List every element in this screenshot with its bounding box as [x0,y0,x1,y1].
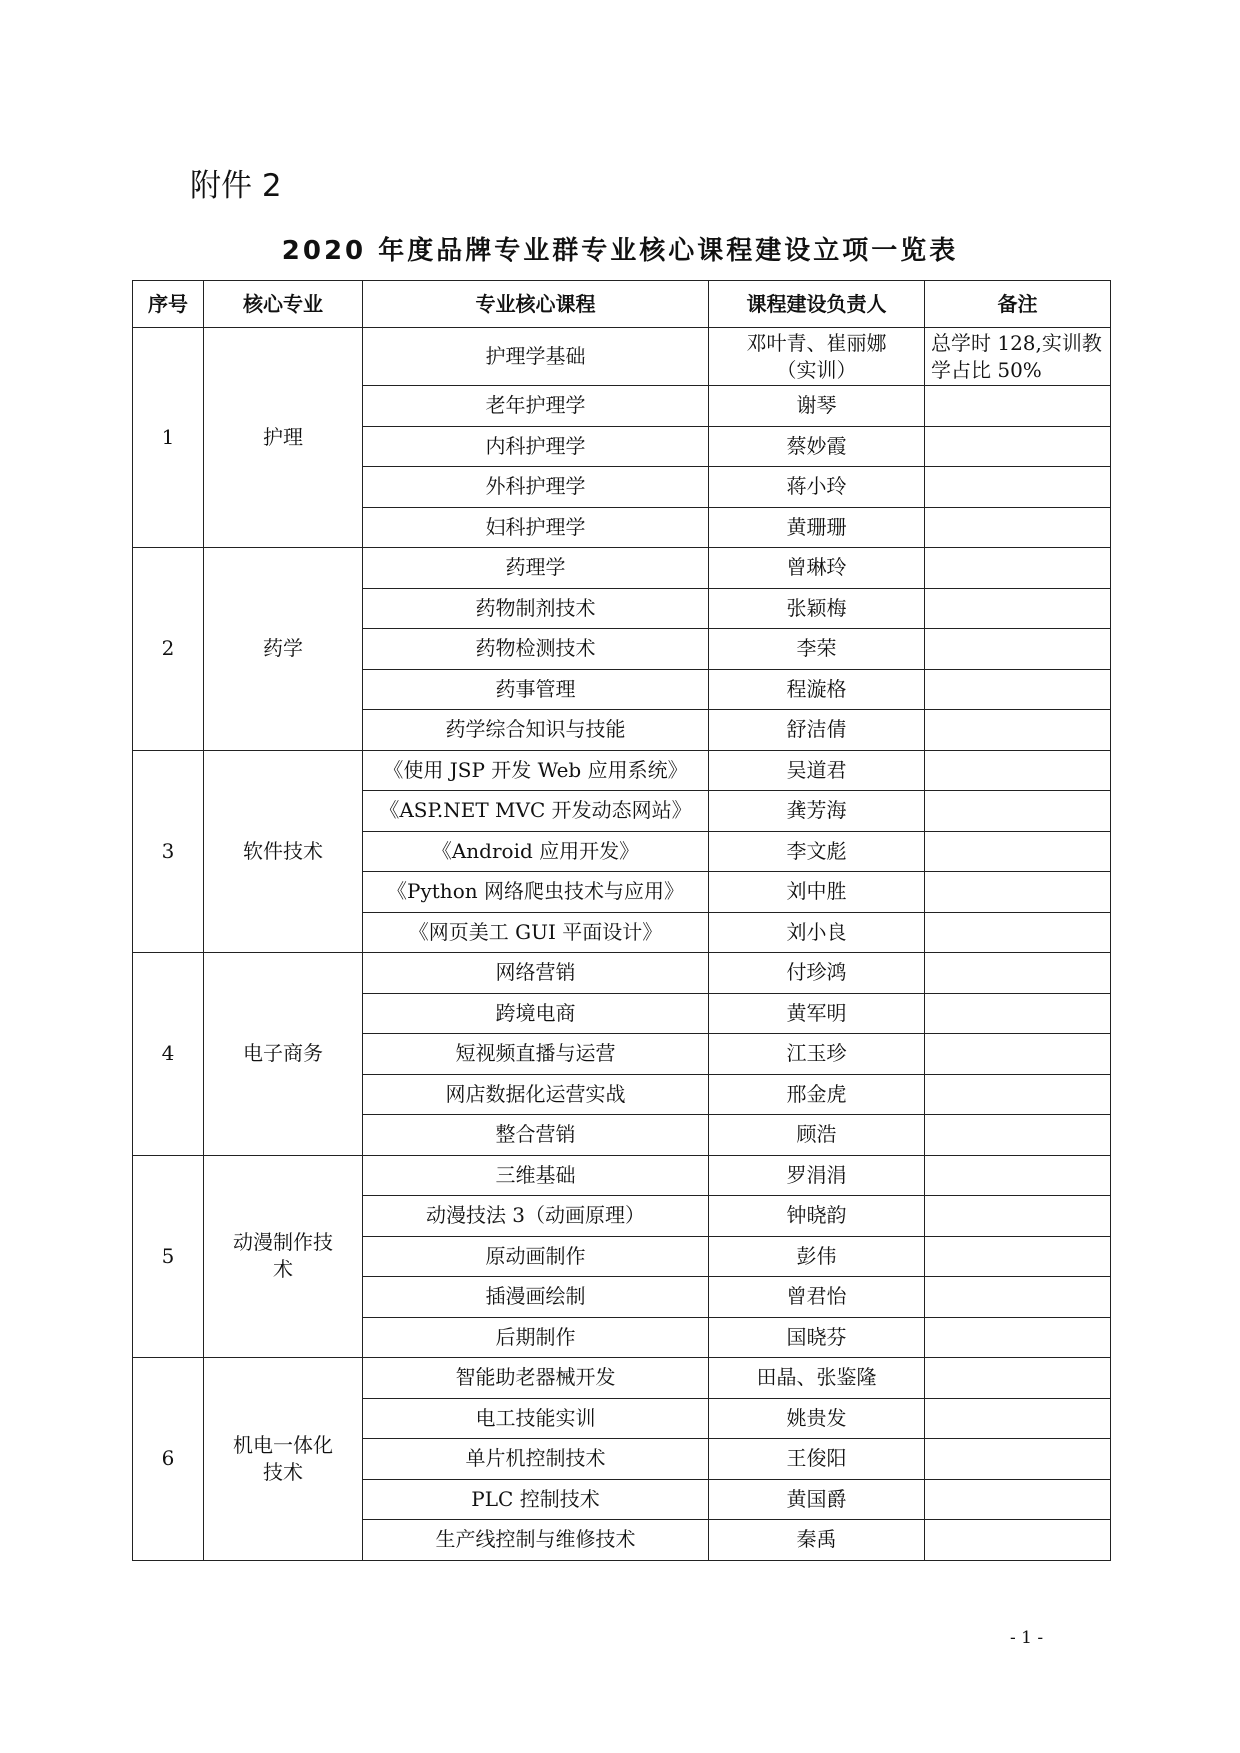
course-cell: 短视频直播与运营 [363,1034,709,1075]
remark-cell [925,1317,1111,1358]
course-cell: 网络营销 [363,953,709,994]
course-cell: 药物检测技术 [363,629,709,670]
course-cell: 《网页美工 GUI 平面设计》 [363,912,709,953]
group-index-cell: 1 [133,328,204,548]
remark-cell [925,1074,1111,1115]
owner-cell: 秦禹 [709,1520,925,1561]
remark-cell [925,669,1111,710]
course-cell: 药理学 [363,548,709,589]
course-cell: 网店数据化运营实战 [363,1074,709,1115]
owner-cell: 李荣 [709,629,925,670]
owner-cell: 黄国爵 [709,1479,925,1520]
course-cell: 单片机控制技术 [363,1439,709,1480]
course-cell: 药学综合知识与技能 [363,710,709,751]
remark-cell [925,1115,1111,1156]
owner-cell: 付珍鸿 [709,953,925,994]
group-major-cell: 机电一体化技术 [204,1358,363,1561]
remark-cell [925,1196,1111,1237]
remark-cell [925,588,1111,629]
owner-cell: 邓叶青、崔丽娜（实训） [709,328,925,386]
table-row [133,750,1111,791]
course-cell: 《Python 网络爬虫技术与应用》 [363,872,709,913]
owner-cell: 曾琳玲 [709,548,925,589]
table-body [133,328,1111,1561]
group-index-cell: 3 [133,750,204,953]
owner-cell: 刘中胜 [709,872,925,913]
remark-cell [925,1155,1111,1196]
table-row [133,548,1111,589]
remark-cell [925,426,1111,467]
owner-cell: 彭伟 [709,1236,925,1277]
owner-cell: 谢琴 [709,386,925,427]
remark-cell: 总学时 128,实训教学占比 50% [925,328,1111,386]
owner-cell: 国晓芬 [709,1317,925,1358]
owner-cell: 江玉珍 [709,1034,925,1075]
owner-cell: 吴道君 [709,750,925,791]
remark-cell [925,1358,1111,1399]
remark-cell [925,386,1111,427]
course-cell: 《Android 应用开发》 [363,831,709,872]
remark-cell [925,710,1111,751]
group-major-cell: 护理 [204,328,363,548]
course-cell: 原动画制作 [363,1236,709,1277]
owner-cell: 黄珊珊 [709,507,925,548]
course-cell: 内科护理学 [363,426,709,467]
group-major-cell: 动漫制作技术 [204,1155,363,1358]
owner-cell: 王俊阳 [709,1439,925,1480]
owner-cell: 顾浩 [709,1115,925,1156]
owner-cell: 舒洁倩 [709,710,925,751]
remark-cell [925,629,1111,670]
table-row [133,953,1111,994]
owner-cell: 田晶、张鉴隆 [709,1358,925,1399]
remark-cell [925,872,1111,913]
page-number: - 1 - [1010,1628,1044,1648]
remark-cell [925,467,1111,508]
group-index-cell: 6 [133,1358,204,1561]
course-cell: 后期制作 [363,1317,709,1358]
owner-cell: 程漩格 [709,669,925,710]
remark-cell [925,831,1111,872]
course-cell: PLC 控制技术 [363,1479,709,1520]
course-cell: 动漫技法 3（动画原理） [363,1196,709,1237]
owner-cell: 张颖梅 [709,588,925,629]
document-title: 2020 年度品牌专业群专业核心课程建设立项一览表 [281,236,959,266]
remark-cell [925,993,1111,1034]
group-major-cell: 药学 [204,548,363,751]
course-cell: 老年护理学 [363,386,709,427]
group-index-cell: 5 [133,1155,204,1358]
remark-cell [925,1520,1111,1561]
remark-cell [925,1398,1111,1439]
remark-cell [925,548,1111,589]
course-cell: 《ASP.NET MVC 开发动态网站》 [363,791,709,832]
group-major-cell: 电子商务 [204,953,363,1156]
remark-cell [925,1439,1111,1480]
remark-cell [925,750,1111,791]
owner-cell: 蔡妙霞 [709,426,925,467]
header-owner: 课程建设负责人 [709,281,925,328]
course-cell: 智能助老器械开发 [363,1358,709,1399]
header-remark: 备注 [925,281,1111,328]
owner-cell: 曾君怡 [709,1277,925,1318]
owner-cell: 黄军明 [709,993,925,1034]
remark-cell [925,1034,1111,1075]
group-major-cell: 软件技术 [204,750,363,953]
course-cell: 妇科护理学 [363,507,709,548]
owner-cell: 邢金虎 [709,1074,925,1115]
group-index-cell: 2 [133,548,204,751]
table-row [133,1155,1111,1196]
owner-cell: 姚贵发 [709,1398,925,1439]
attachment-label: 附件 2 [190,168,282,204]
remark-cell [925,507,1111,548]
group-index-cell: 4 [133,953,204,1156]
remark-cell [925,1236,1111,1277]
course-cell: 外科护理学 [363,467,709,508]
course-cell: 三维基础 [363,1155,709,1196]
table-row [133,1358,1111,1399]
table-row [133,328,1111,386]
owner-cell: 钟晓韵 [709,1196,925,1237]
header-course: 专业核心课程 [363,281,709,328]
owner-cell: 蒋小玲 [709,467,925,508]
owner-cell: 龚芳海 [709,791,925,832]
course-cell: 整合营销 [363,1115,709,1156]
remark-cell [925,1277,1111,1318]
header-index: 序号 [133,281,204,328]
course-cell: 电工技能实训 [363,1398,709,1439]
course-cell: 生产线控制与维修技术 [363,1520,709,1561]
course-cell: 插漫画绘制 [363,1277,709,1318]
remark-cell [925,791,1111,832]
course-cell: 《使用 JSP 开发 Web 应用系统》 [363,750,709,791]
owner-cell: 李文彪 [709,831,925,872]
course-cell: 护理学基础 [363,328,709,386]
remark-cell [925,912,1111,953]
owner-cell: 罗涓涓 [709,1155,925,1196]
course-cell: 药事管理 [363,669,709,710]
course-cell: 跨境电商 [363,993,709,1034]
table-header-row [133,281,1111,328]
header-major: 核心专业 [204,281,363,328]
remark-cell [925,1479,1111,1520]
owner-cell: 刘小良 [709,912,925,953]
remark-cell [925,953,1111,994]
course-table [132,280,1111,1561]
course-cell: 药物制剂技术 [363,588,709,629]
